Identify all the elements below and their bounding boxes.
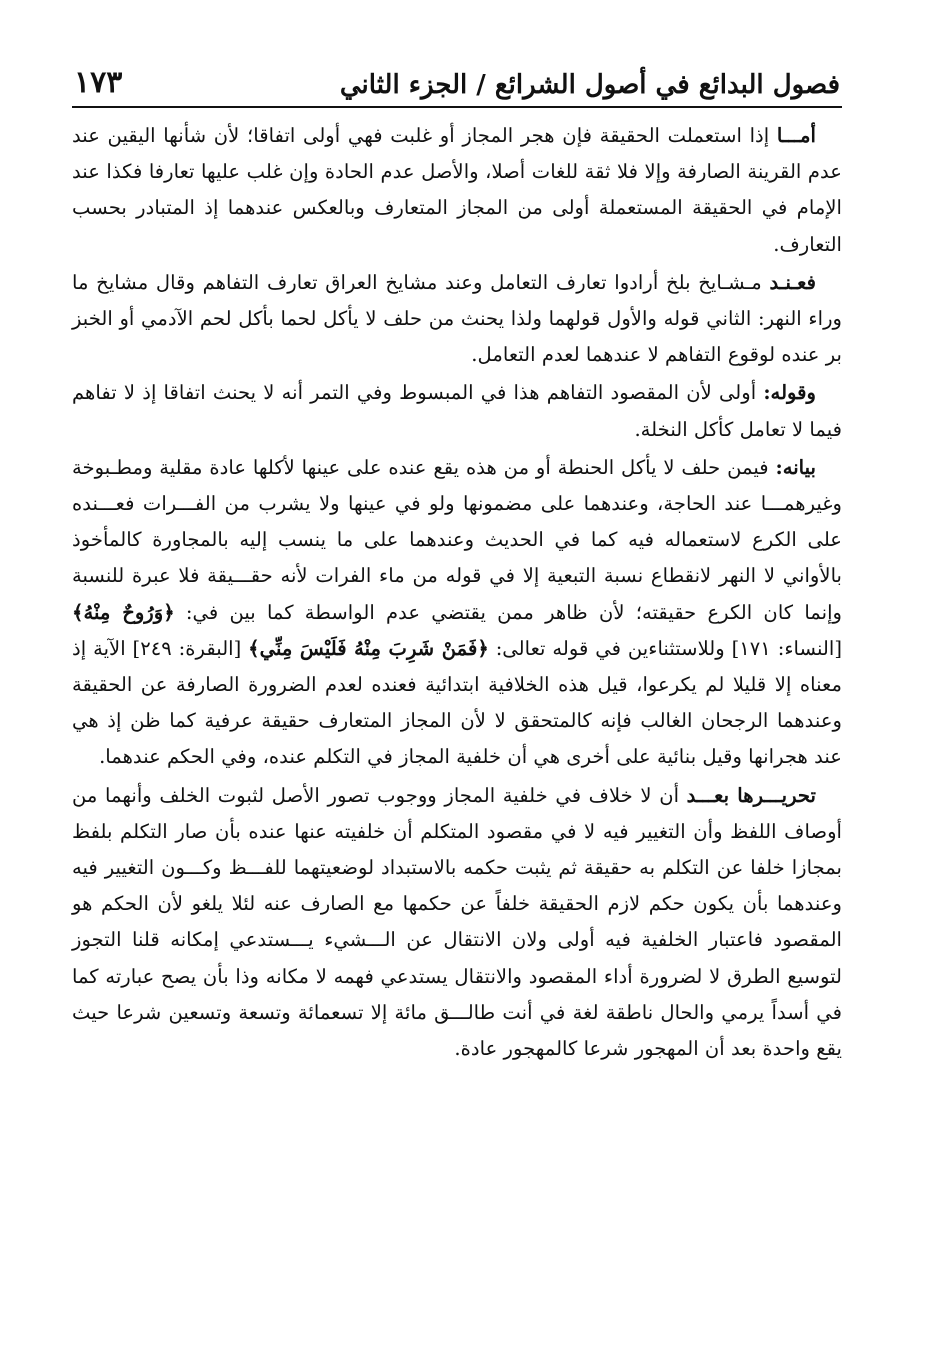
paragraph-1	[72, 118, 842, 263]
paragraph-lead-word: وقوله:	[763, 381, 816, 405]
quran-quote: ﴿وَرُوحٌ مِنْهُ﴾	[72, 600, 175, 624]
paragraph-5	[72, 778, 842, 1068]
paragraph-lead-word: فعـنـد	[769, 270, 816, 294]
paragraph-text: [النساء: ١٧١] وللاستثناءين في قوله تعالى:	[488, 636, 842, 660]
paragraph-text: فيمن حلف لا يأكل الحنطة أو من هذه يقع عنده على عينها لأكلها عادة مقلية ومطـبوخة وغيرهمـــا عند الحاجة، وعندهما على مضمونها ولو في عينها ولا يشرب من الفـــرات فعـــنده على الكرع لاستعماله فيه كما في الحديث وعندهما على ما ينسب إليه بالمجاورة كالمأخوذ بالأواني لا النهر لانقطاع نسبة التبعية إلا في قوله من ماء الفرات لأنه حقـــيقة فلا عبرة للنسبة وإنما كان الكرع حقيقته؛ لأن ظاهر ممن يقتضي عدم الواسطة كما بين في:	[72, 455, 842, 624]
paragraph-2	[72, 265, 842, 374]
paragraph-text: [البقرة: ٢٤٩] الآية إذ معناه إلا قليلا لم يكرعوا، قيل هذه الخلافية ابتدائية فعنده لعدم الضرورة الصارفة عن الحقيقة وعندهما الرجحان الغالب فإنه كالمتحقق لا لأن المجاز المتعارف حقيقة عرفية كما ظن إذ هي عند هجرانها وقيل بنائية على أخرى هي أن خلفية المجاز في التكلم عنده، وفي الحكم عندهما.	[72, 636, 842, 769]
body-text	[72, 118, 842, 1067]
paragraph-lead-word: بيانه:	[775, 455, 816, 479]
paragraph-text: إذا استعملت الحقيقة فإن هجر المجاز أو غلبت فهي أولى اتفاقا؛ لأن شأنها اليقين عند عدم القرينة الصارفة وإلا فلا ثقة للغات أصلا، والأصل عدم الحادة وإن غلب عليها تعارفا فكذا عند الإمام في الحقيقة المستعملة أولى من المجاز المتعارف وبالعكس عندهما إذ المتبادر بحسب التعارف.	[72, 124, 842, 256]
paragraph-text: أولى لأن المقصود التفاهم هذا في المبسوط وفي التمر أنه لا يحنث اتفاقا إذ لا تفاهم فيما لا تعامل كأكل النخلة.	[72, 381, 842, 441]
book-page	[72, 48, 842, 1328]
book-title: فصول البدائع في أصول الشرائع / الجزء الثاني	[339, 70, 840, 100]
paragraph-lead-word: أمـــا	[776, 124, 816, 147]
page-number: ١٧٣	[74, 65, 123, 100]
header-rule	[72, 106, 842, 108]
paragraph-lead-word: تحريـــرها بعـــد	[686, 783, 816, 807]
paragraph-3	[72, 375, 842, 447]
paragraph-text: أن لا خلاف في خلفية المجاز ووجوب تصور الأصل لثبوت الخلف وأنهما من أوصاف اللفظ وأن التغيير فيه لا في مقصود المتكلم أن خلفيته عنها عنده بأن صار التكلم بلفظ بمجازا خلفا عن التكلم به حقيقة ثم يثبت حكمه بالاستبداد لوضعيتهما للفـــظ وكـــون التغيير فيه وعندهما بأن يكون حكم لازم الحقيقة خلفاً عن حكمها مع الصارف عنه لئلا يلغو لأن الحكم هو المقصود فاعتبار الخلفية فيه أولى ولان الانتقال عن الـــشيء يـــستدعي إمكانه قلنا التجوز لتوسيع الطرق لا لضرورة أداء المقصود والانتقال يستدعي فهمه لا مكانه وذا بأن يصح عبارته كما في أسداً يرمي والحال ناطقة لغة في أنت طالـــق مائة إلا تسعمائة وتسعة وتسعين شرعا حيث يقع واحدة بعد أن المهجور شرعا كالمهجور عادة.	[72, 783, 842, 1061]
running-header	[72, 48, 842, 104]
paragraph-4	[72, 450, 842, 776]
paragraph-text: مـشـايخ بلخ أرادوا تعارف التعامل وعند مشايخ العراق تعارف التفاهم وقال مشايخ ما وراء النهر: الثاني قوله والأول قولهما ولذا يحنث من حلف لا يأكل لحما بأكل لحم الآدمي أو الخبز بر عنده لوقوع التفاهم لا عندهما لعدم التعامل.	[72, 270, 842, 367]
quran-quote: ﴿فَمَنْ شَرِبَ مِنْهُ فَلَيْسَ مِنِّي﴾	[248, 636, 489, 660]
